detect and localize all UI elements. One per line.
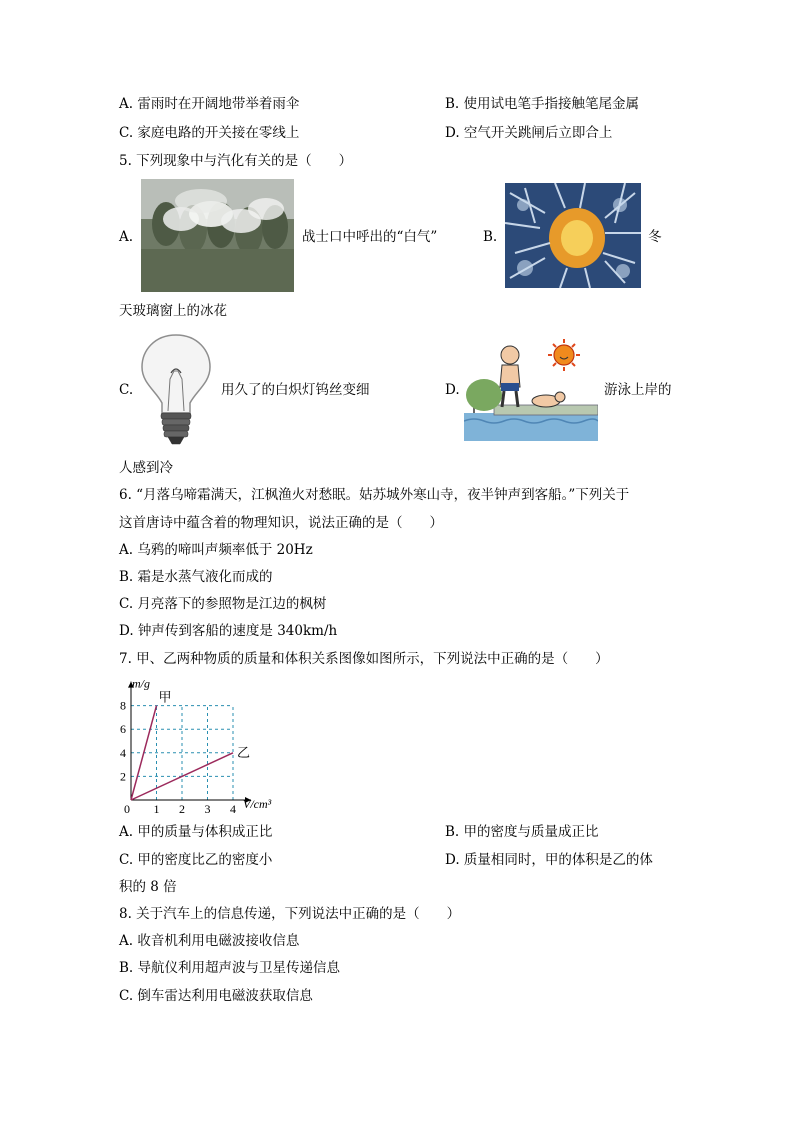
q8-stem: 8. 关于汽车上的信息传递，下列说法中正确的是（ ） — [119, 906, 461, 922]
x-tick-label: 4 — [230, 802, 236, 816]
mass-volume-chart — [110, 674, 300, 819]
q7-option-d-2: 积的 8 倍 — [119, 879, 177, 895]
x-tick-label: 1 — [153, 802, 160, 816]
q5-stem: 5. 下列现象中与汽化有关的是（ ） — [119, 153, 353, 169]
x-tick-label: 0 — [124, 802, 130, 816]
q6-option-a: A. 乌鸦的啼叫声频率低于 20Hz — [119, 542, 313, 558]
q6-stem-line-1: 6. “月落乌啼霜满天，江枫渔火对愁眠。姑苏城外寒山寺，夜半钟声到客船。”下列关于 — [119, 487, 630, 503]
q4-option-b: B. 使用试电笔手指接触笔尾金属 — [445, 96, 640, 112]
q8-option-c: C. 倒车雷达利用电磁波获取信息 — [119, 988, 313, 1004]
x-tick-label: 2 — [179, 802, 185, 816]
q7-stem: 7. 甲、乙两种物质的质量和体积关系图像如图所示，下列说法中正确的是（ ） — [119, 651, 609, 667]
soldiers-breath-photo — [141, 179, 294, 292]
y-axis-label: m/g — [132, 676, 150, 691]
q4-option-a: A. 雷雨时在开阔地带举着雨伞 — [119, 96, 300, 112]
q8-option-a: A. 收音机利用电磁波接收信息 — [119, 933, 300, 949]
q6-option-d: D. 钟声传到客船的速度是 340km/h — [119, 623, 338, 639]
q7-option-a: A. 甲的质量与体积成正比 — [119, 824, 273, 840]
chart-grid — [131, 706, 233, 800]
light-bulb-image — [138, 331, 214, 447]
q5-d-text-1: 游泳上岸的 — [604, 382, 672, 398]
series-label: 乙 — [237, 744, 251, 760]
q6-stem-line-2: 这首唐诗中蕴含着的物理知识，说法正确的是（ ） — [119, 515, 443, 531]
q5-b-letter: B. — [483, 229, 498, 245]
q7-option-b: B. 甲的密度与质量成正比 — [445, 824, 599, 840]
q4-option-c: C. 家庭电路的开关接在零线上 — [119, 125, 300, 141]
q6-option-b: B. 霜是水蒸气液化而成的 — [119, 569, 273, 585]
x-tick-label: 3 — [204, 802, 211, 816]
q5-c-text: 用久了的白炽灯钨丝变细 — [221, 382, 370, 398]
q4-option-d: D. 空气开关跳闸后立即合上 — [445, 125, 613, 141]
series-line-0 — [131, 706, 157, 800]
y-tick-label: 8 — [120, 698, 126, 713]
y-tick-label: 2 — [120, 769, 126, 784]
series-label: 甲 — [158, 689, 172, 705]
q5-b-text-2: 天玻璃窗上的冰花 — [119, 303, 227, 319]
q7-option-d-1: D. 质量相同时，甲的体积是乙的体 — [445, 852, 653, 868]
q7-option-c: C. 甲的密度比乙的密度小 — [119, 852, 273, 868]
y-tick-label: 6 — [120, 722, 126, 737]
q5-b-text-1: 冬 — [648, 229, 662, 245]
q8-option-b: B. 导航仪利用超声波与卫星传递信息 — [119, 960, 341, 976]
q6-option-c: C. 月亮落下的参照物是江边的枫树 — [119, 596, 327, 612]
swimmer-cartoon-image — [464, 335, 598, 441]
q5-d-letter: D. — [445, 382, 460, 398]
q5-d-text-2: 人感到冷 — [119, 460, 173, 476]
window-frost-photo — [505, 183, 641, 288]
y-tick-label: 4 — [120, 745, 126, 760]
q5-a-letter: A. — [119, 229, 134, 245]
q5-a-text: 战士口中呼出的“白气” — [302, 229, 438, 245]
q5-c-letter: C. — [119, 382, 134, 398]
x-axis-label: V/cm³ — [243, 797, 272, 811]
